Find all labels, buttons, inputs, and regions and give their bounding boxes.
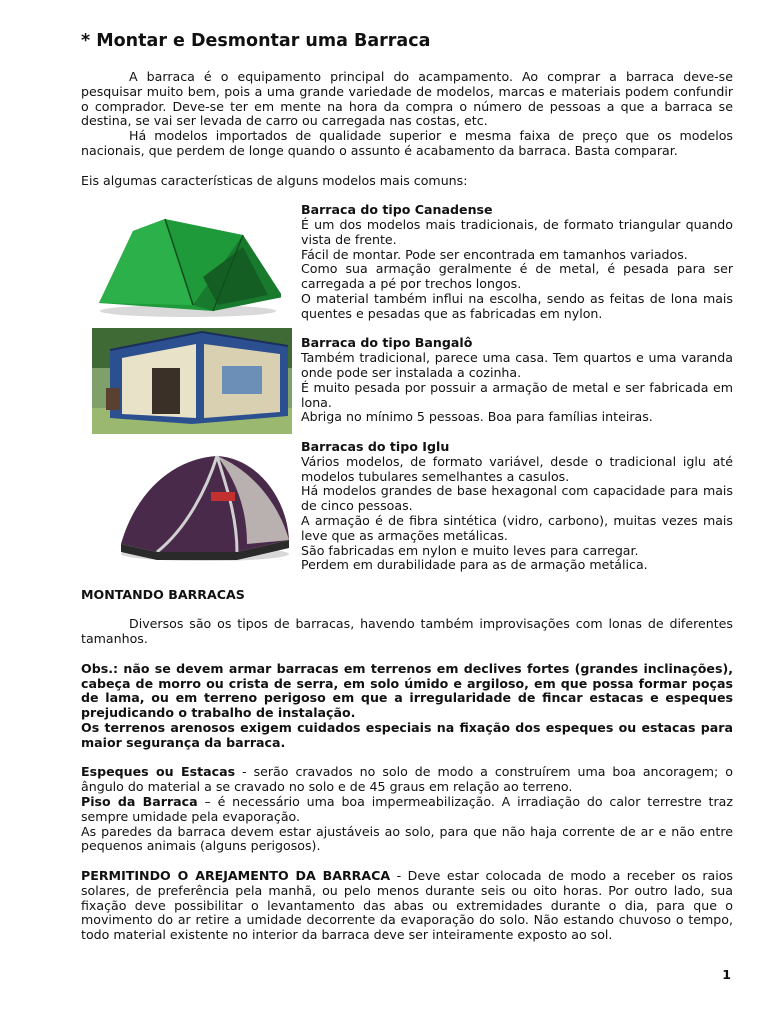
- intro-paragraph-2: Há modelos importados de qualidade superior e mesma faixa de preço que os modelos nacionais, que perdem de longe quando o assunto é acabamento da barraca. Basta comparar.: [81, 128, 733, 158]
- tent-bangalo-line: Também tradicional, parece uma casa. Tem quartos e uma varanda onde pode ser instalada a cozinha.: [301, 350, 733, 380]
- obs-text: não se devem armar barracas em terrenos em declives fortes (grandes inclinações), cabeça de morro ou crista de serra, em solo úmido e argiloso, em que possa formar poças de lama, ou em terreno perigoso em que a irregularidade de fincar estacas e espeques prejudicando o trabalho de instalação.: [81, 660, 733, 721]
- espeques-paragraph: [81, 765, 733, 795]
- espeques-label: Espeques ou Estacas: [81, 764, 236, 780]
- piso-label: Piso da Barraca: [81, 794, 198, 810]
- document-page: [81, 30, 733, 943]
- arejamento-label: PERMITINDO O AREJAMENTO DA BARRACA: [81, 868, 391, 884]
- bangalo-tent-image: [92, 328, 292, 434]
- tent-canadense-line: Como sua armação geralmente é de metal, é pesada para ser carregada a pé por trechos longos.: [301, 261, 733, 292]
- page-number: 1: [722, 967, 731, 982]
- obs-paragraph: [81, 662, 733, 721]
- piso-paragraph: [81, 795, 733, 825]
- tent-iglu-line: Vários modelos, de formato variável, desde o tradicional iglu até modelos tubulares semelhantes a casulos.: [301, 453, 733, 484]
- obs-paragraph-2: Os terrenos arenosos exigem cuidados especiais na fixação dos espeques ou estacas para maior segurança da barraca.: [81, 720, 733, 750]
- intro-paragraph-1: A barraca é o equipamento principal do acampamento. Ao comprar a barraca deve-se pesquisar muito bem, pois a uma grande variedade de modelos, marcas e materiais podem confundir o comprador. Deve-se ter em mente na hora da compra o número de pessoas a que a barraca se destina, se vai ser levada de carro ou carregada nas costas, etc.: [81, 69, 733, 129]
- tent-bangalo-line: Abriga no mínimo 5 pessoas. Boa para famílias inteiras.: [301, 409, 653, 425]
- arejamento-text: - Deve estar colocada de modo a receber os raios solares, de preferência pela manhã, ou pelo menos durante seis ou oito horas. Por outro lado, sua fixação deve possibilitar o levantamento das abas ou extremidades durante o dia, para que o movimento do ar retire a umidade decorrente da evaporação do solo. Não estando chuvoso o tempo, todo material existente no interior da barraca deve ser inteiramente exposto ao sol.: [81, 868, 733, 943]
- tent-canadense-line: O material também influi na escolha, sendo as feitas de lona mais quentes e pesadas que as fabricadas em nylon.: [301, 290, 733, 321]
- tent-bangalo-heading: Barraca do tipo Bangalô: [301, 335, 473, 351]
- tent-iglu-line: A armação é de fibra sintética (vidro, carbono), muitas vezes mais leve que as armações metálicas.: [301, 512, 733, 543]
- tent-iglu-line: Há modelos grandes de base hexagonal com capacidade para mais de cinco pessoas.: [301, 483, 733, 514]
- tent-canadense-line: É um dos modelos mais tradicionais, de formato triangular quando vista de frente.: [301, 216, 733, 247]
- canadense-tent-image: [93, 207, 281, 319]
- piso-text: – é necessário uma boa impermeabilização. A irradiação do calor terrestre traz sempre umidade pela evaporação.: [81, 794, 733, 824]
- arejamento-paragraph: [81, 869, 733, 943]
- tent-iglu-heading: Barracas do tipo Iglu: [301, 438, 450, 454]
- tent-canadense-heading: Barraca do tipo Canadense: [301, 202, 493, 218]
- tent-canadense-line: Fácil de montar. Pode ser encontrada em tamanhos variados.: [301, 246, 688, 262]
- iglu-tent-image: [117, 448, 293, 562]
- page-title: * Montar e Desmontar uma Barraca: [81, 31, 431, 51]
- tent-iglu-line: São fabricadas em nylon e muito leves para carregar.: [301, 542, 639, 558]
- models-intro: Eis algumas características de alguns modelos mais comuns:: [81, 172, 468, 188]
- obs-label: Obs.:: [81, 660, 119, 676]
- paredes-paragraph: As paredes da barraca devem estar ajustáveis ao solo, para que não haja corrente de ar e não entre pequenos animais (alguns perigosos).: [81, 823, 733, 854]
- section-intro: Diversos são os tipos de barracas, havendo também improvisações com lonas de diferentes tamanhos.: [81, 616, 733, 647]
- section-heading: MONTANDO BARRACAS: [81, 586, 245, 602]
- tent-iglu-line: Perdem em durabilidade para as de armação metálica.: [301, 557, 648, 573]
- espeques-text: - serão cravados no solo de modo a construírem uma boa ancoragem; o ângulo do material a se cravado no solo e de 45 graus em relação ao terreno.: [81, 764, 733, 795]
- tent-bangalo-line: É muito pesada por possuir a armação de metal e ser fabricada em lona.: [301, 379, 733, 410]
